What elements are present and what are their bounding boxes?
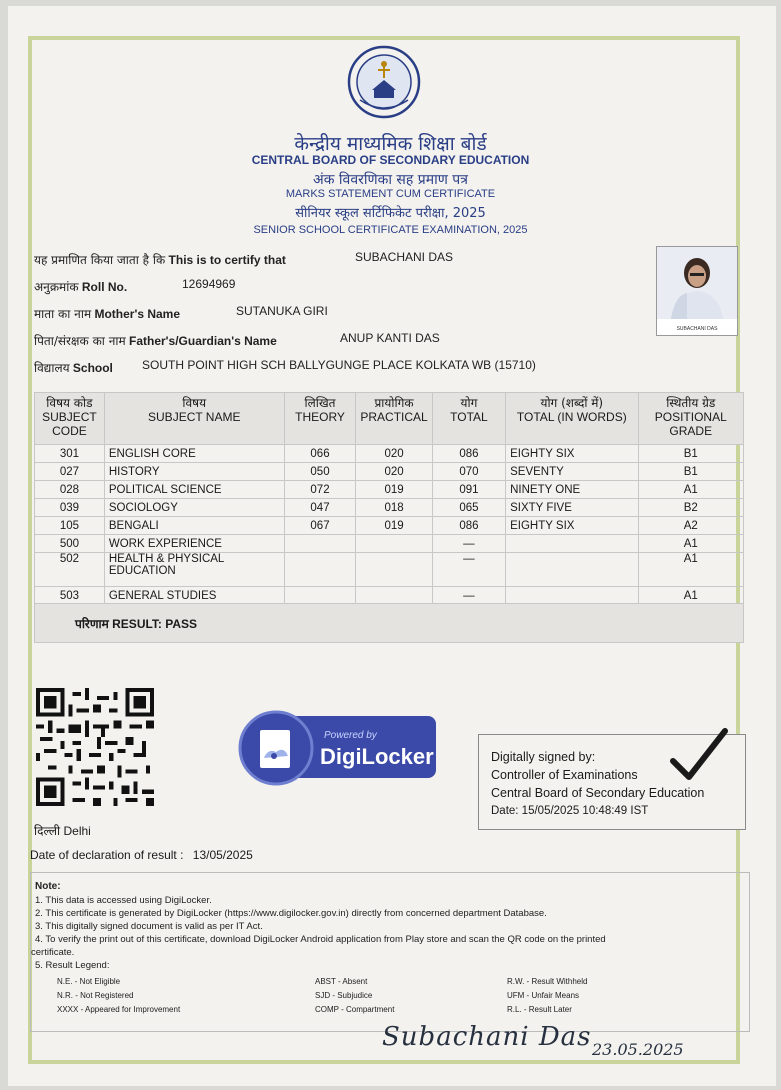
header-grade: स्थितीय ग्रेड POSITIONAL GRADE — [638, 393, 743, 445]
exam-title-english: SENIOR SCHOOL CERTIFICATE EXAMINATION, 2025 — [253, 224, 528, 236]
qr-code — [36, 688, 154, 806]
legend-item: SJD - Subjudice — [315, 991, 373, 1000]
digilocker-logo — [238, 710, 438, 790]
result-text: परिणाम RESULT: PASS — [75, 617, 198, 631]
note-3: 3. This digitally signed document is valid as per IT Act. — [35, 921, 263, 932]
legend-item: ABST - Absent — [315, 977, 368, 986]
marks-table — [34, 392, 744, 605]
table-row: 502 HEALTH & PHYSICAL EDUCATION — A1 — [35, 553, 744, 587]
legend-item: N.E. - Not Eligible — [57, 977, 121, 986]
verified-check-icon — [669, 727, 729, 783]
doc-title-hindi: अंक विवरणिका सह प्रमाण पत्र — [313, 172, 468, 188]
table-row: 500 WORK EXPERIENCE — A1 — [35, 535, 744, 553]
roll-number: 12694969 — [182, 277, 236, 291]
board-name-hindi: केन्द्रीय माध्यमिक शिक्षा बोर्ड — [294, 133, 487, 155]
notes-title: Note: — [35, 881, 61, 892]
board-name-english: CENTRAL BOARD OF SECONDARY EDUCATION — [251, 153, 530, 167]
header-theory: लिखित THEORY — [284, 393, 356, 445]
handwritten-date: 23.05.2025 — [592, 1040, 684, 1059]
place: दिल्ली Delhi — [34, 824, 91, 838]
header-subject-code: विषय कोड SUBJECT CODE — [35, 393, 105, 445]
declaration-date: Date of declaration of result : 13/05/2025 — [30, 848, 253, 862]
table-row: 039 SOCIOLOGY 047 018 065 SIXTY FIVE B2 — [35, 499, 744, 517]
result-box — [34, 603, 744, 643]
table-row: 028 POLITICAL SCIENCE 072 019 091 NINETY ONE A1 — [35, 481, 744, 499]
doc-title-english: MARKS STATEMENT CUM CERTIFICATE — [285, 188, 496, 200]
powered-by-text: Powered by — [324, 730, 377, 741]
legend-item: N.R. - Not Registered — [57, 991, 134, 1000]
handwritten-signature: Subachani Das — [382, 1022, 592, 1052]
legend-item: R.L. - Result Later — [507, 1005, 572, 1014]
cbse-logo — [346, 44, 422, 120]
table-row: 503 GENERAL STUDIES — A1 — [35, 587, 744, 605]
legend-item: XXXX - Appeared for Improvement — [57, 1005, 181, 1014]
note-4-cont: certificate. — [31, 947, 75, 958]
table-row: 301 ENGLISH CORE 066 020 086 EIGHTY SIX B1 — [35, 445, 744, 463]
header-total: योग TOTAL — [432, 393, 505, 445]
table-row: 027 HISTORY 050 020 070 SEVENTY B1 — [35, 463, 744, 481]
mother-name: SUTANUKA GIRI — [236, 304, 328, 318]
school-label: विद्यालय School — [34, 361, 113, 375]
note-2: 2. This certificate is generated by DigiLocker (https://www.digilocker.gov.in) directly from concerned department Database. — [35, 908, 547, 919]
student-photo — [656, 246, 738, 336]
school-name: SOUTH POINT HIGH SCH BALLYGUNGE PLACE KOLKATA WB (15710) — [142, 358, 536, 372]
certify-label: यह प्रमाणित किया जाता है कि This is to certify that — [34, 253, 286, 267]
legend-item: UFM - Unfair Means — [507, 991, 580, 1000]
legend-item: R.W. - Result Withheld — [507, 977, 588, 986]
digital-signature-box: Digitally signed by: Controller of Examinations Central Board of Secondary Education Date: 15/05/2025 10:48:49 IST — [478, 734, 746, 830]
roll-label: अनुक्रमांक Roll No. — [34, 280, 128, 294]
digilocker-brand-text: DigiLocker — [320, 744, 434, 769]
mother-label: माता का नाम Mother's Name — [34, 307, 181, 321]
exam-title-hindi: सीनियर स्कूल सर्टिफिकेट परीक्षा, 2025 — [295, 206, 486, 221]
father-label: पिता/संरक्षक का नाम Father's/Guardian's Name — [34, 334, 277, 348]
photo-caption: SUBACHANI DAS — [676, 326, 718, 332]
notes-box — [30, 872, 750, 1032]
legend-item: COMP - Compartment — [315, 1005, 395, 1014]
header-practical: प्रायोगिक PRACTICAL — [356, 393, 432, 445]
note-4: 4. To verify the print out of this certificate, download DigiLocker Android application from Play store and scan the QR code on the printed — [35, 934, 606, 945]
table-row: 105 BENGALI 067 019 086 EIGHTY SIX A2 — [35, 517, 744, 535]
marks-table-header — [35, 393, 744, 445]
note-1: 1. This data is accessed using DigiLocker. — [35, 895, 212, 906]
note-5: 5. Result Legend: — [35, 960, 110, 971]
header-total-words: योग (शब्दों में) TOTAL (IN WORDS) — [506, 393, 638, 445]
student-name: SUBACHANI DAS — [355, 250, 454, 264]
header-subject-name: विषय SUBJECT NAME — [104, 393, 284, 445]
father-name: ANUP KANTI DAS — [340, 331, 440, 345]
student-photo-image — [657, 247, 737, 319]
